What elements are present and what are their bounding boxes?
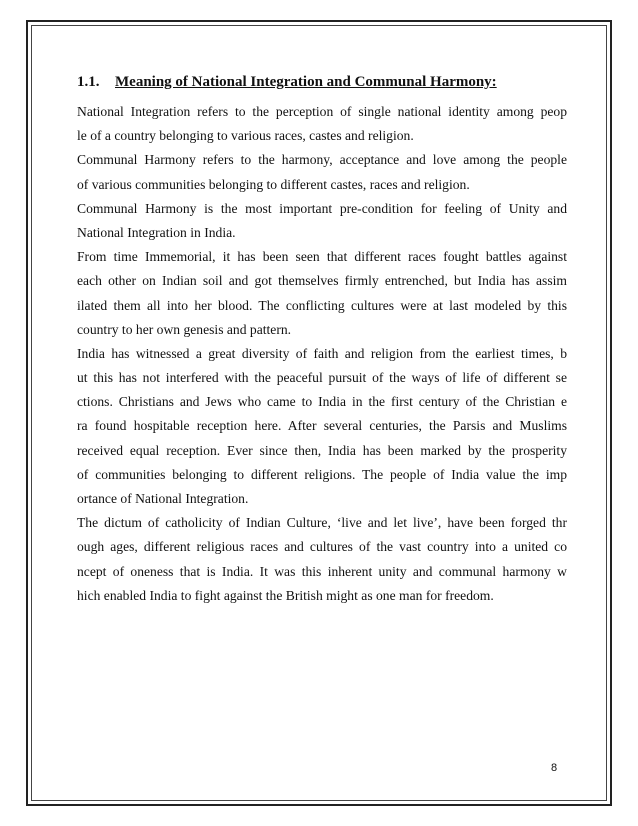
text-line: of various communities belonging to different castes, races and religion. <box>77 176 470 192</box>
section-number: 1.1. <box>77 74 100 90</box>
text-line: Communal Harmony refers to the harmony, acceptance and love among the people <box>77 152 567 168</box>
text-line: ctions. Christians and Jews who came to India in the first century of the Christian e <box>77 394 567 410</box>
body-text <box>77 100 567 608</box>
text-line: each other on Indian soil and got themselves firmly entrenched, but India has assim <box>77 273 567 289</box>
section-heading <box>77 72 567 92</box>
text-line: Communal Harmony is the most important pre-condition for feeling of Unity and <box>77 200 567 216</box>
text-line: ut this has not interfered with the peaceful pursuit of the ways of life of different se <box>77 370 567 386</box>
text-line: ough ages, different religious races and cultures of the vast country into a united co <box>77 539 567 555</box>
text-line: ncept of oneness that is India. It was this inherent unity and communal harmony w <box>77 563 567 579</box>
text-line: India has witnessed a great diversity of faith and religion from the earliest times, b <box>77 345 567 361</box>
text-line: received equal reception. Ever since then, India has been marked by the prosperity <box>77 442 567 458</box>
text-line: hich enabled India to fight against the British might as one man for freedom. <box>77 587 494 603</box>
text-line: ilated them all into her blood. The conflicting cultures were at last modeled by this <box>77 297 567 313</box>
text-line: of communities belonging to different religions. The people of India value the imp <box>77 466 567 482</box>
page-number: 8 <box>551 762 558 774</box>
text-line: country to her own genesis and pattern. <box>77 321 292 337</box>
section-title: Meaning of National Integration and Communal Harmony: <box>115 74 497 90</box>
text-line: le of a country belonging to various races, castes and religion. <box>77 128 414 144</box>
text-line: ra found hospitable reception here. After several centuries, the Parsis and Muslims <box>77 418 567 434</box>
text-line: National Integration in India. <box>77 224 236 240</box>
page-content <box>77 72 567 608</box>
text-line: The dictum of catholicity of Indian Culture, ‘live and let live’, have been forged thr <box>77 515 567 531</box>
text-line: From time Immemorial, it has been seen that different races fought battles against <box>77 249 567 265</box>
text-line: ortance of National Integration. <box>77 491 249 506</box>
text-line: National Integration refers to the perception of single national identity among peop <box>77 104 567 119</box>
